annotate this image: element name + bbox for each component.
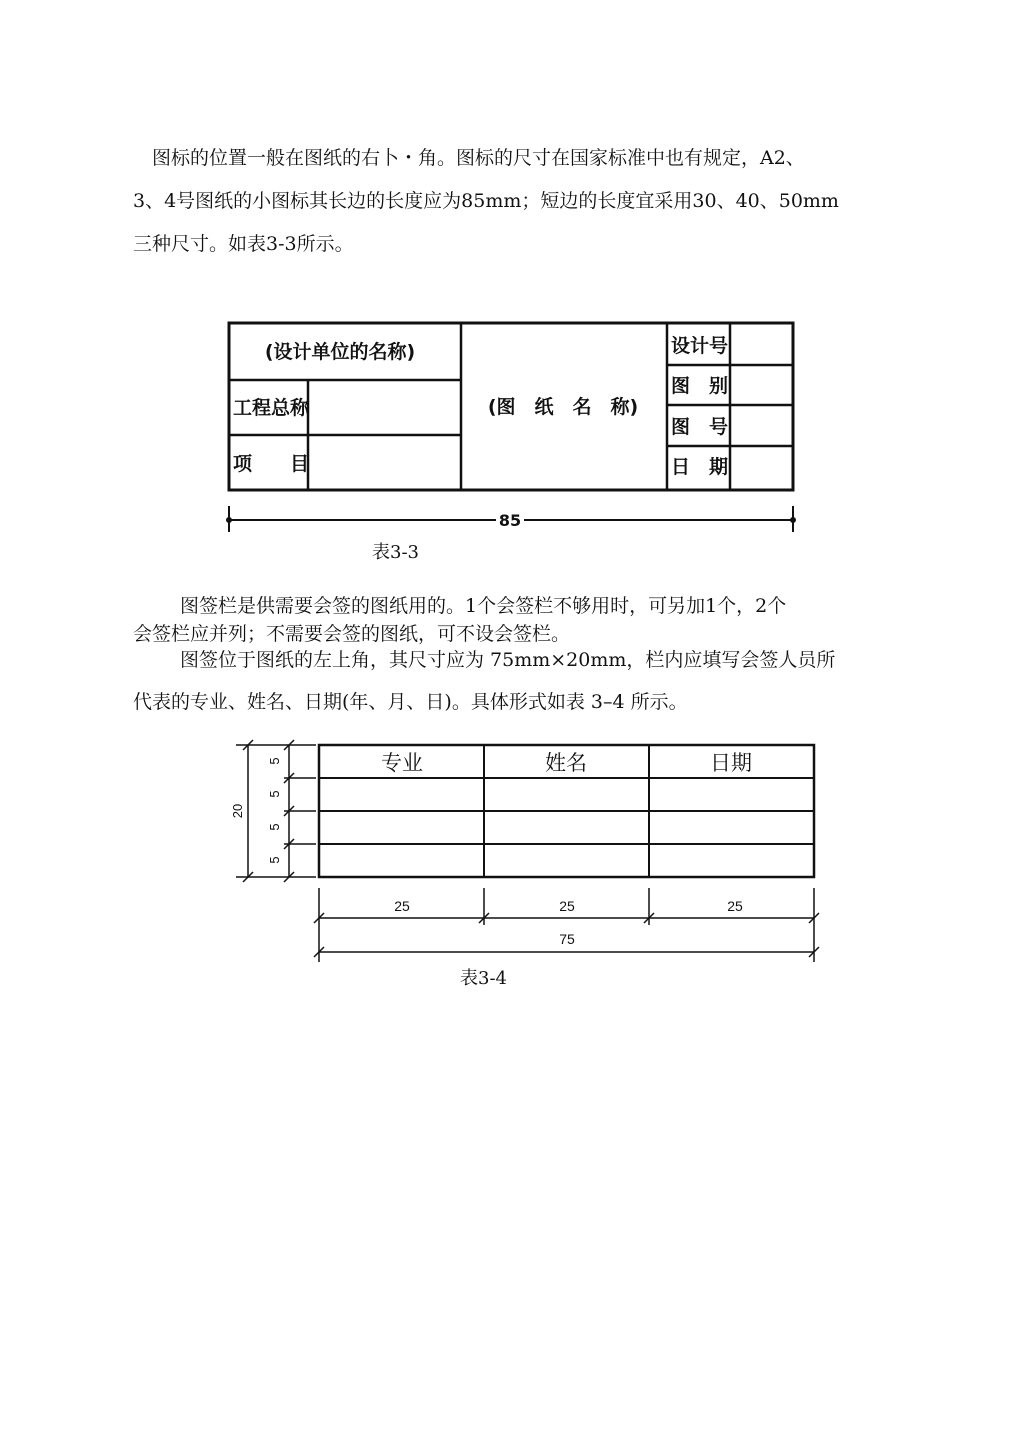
project-total-label: 工程总称 bbox=[233, 397, 310, 419]
row-dim-4: 5 bbox=[267, 856, 282, 864]
col-dim-1: 25 bbox=[394, 898, 410, 914]
drawing-name-label: (图 纸 名 称) bbox=[487, 396, 639, 418]
para1-line1: 图标的位置一般在图纸的右卜・角。图标的尺寸在国家标准中也有规定，A2、 bbox=[152, 147, 805, 169]
header-date: 日期 bbox=[710, 751, 752, 775]
para2-line3: 图签位于图纸的左上角，其尺寸应为 75mm×20mm，栏内应填写会签人员所 bbox=[180, 649, 836, 671]
caption-table-3-4: 表3-4 bbox=[460, 968, 507, 989]
para1-line2: 3、4号图纸的小图标其长边的长度应为85mm；短边的长度宜采用30、40、50mm bbox=[133, 190, 839, 212]
width-dim-total: 75 bbox=[559, 931, 575, 947]
para1-line3: 三种尺寸。如表3-3所示。 bbox=[133, 233, 354, 255]
para2-line2: 会签栏应并列；不需要会签的图纸，可不设会签栏。 bbox=[133, 623, 571, 645]
para2-line4: 代表的专业、姓名、日期(年、月、日)。具体形式如表 3–4 所示。 bbox=[133, 691, 688, 713]
col-dim-3: 25 bbox=[727, 898, 743, 914]
design-number-label: 设计号 bbox=[671, 335, 729, 357]
date-label: 日 期 bbox=[671, 456, 729, 478]
header-name: 姓名 bbox=[545, 751, 587, 775]
header-specialty: 专业 bbox=[381, 751, 423, 775]
drawing-type-label: 图 别 bbox=[671, 375, 729, 397]
col-dim-2: 25 bbox=[559, 898, 575, 914]
dimension-85-label: 85 bbox=[498, 511, 522, 530]
row-dim-2: 5 bbox=[267, 790, 282, 798]
design-unit-name-label: (设计单位的名称) bbox=[264, 341, 416, 363]
height-dim-total: 20 bbox=[230, 803, 245, 819]
drawing-number-label: 图 号 bbox=[671, 416, 729, 438]
item-label: 项 目 bbox=[233, 453, 310, 475]
caption-table-3-3: 表3-3 bbox=[372, 542, 419, 563]
row-dim-1: 5 bbox=[267, 757, 282, 765]
para2-line1: 图签栏是供需要会签的图纸用的。1个会签栏不够用时，可另加1个，2个 bbox=[180, 595, 787, 617]
row-dim-3: 5 bbox=[267, 823, 282, 831]
